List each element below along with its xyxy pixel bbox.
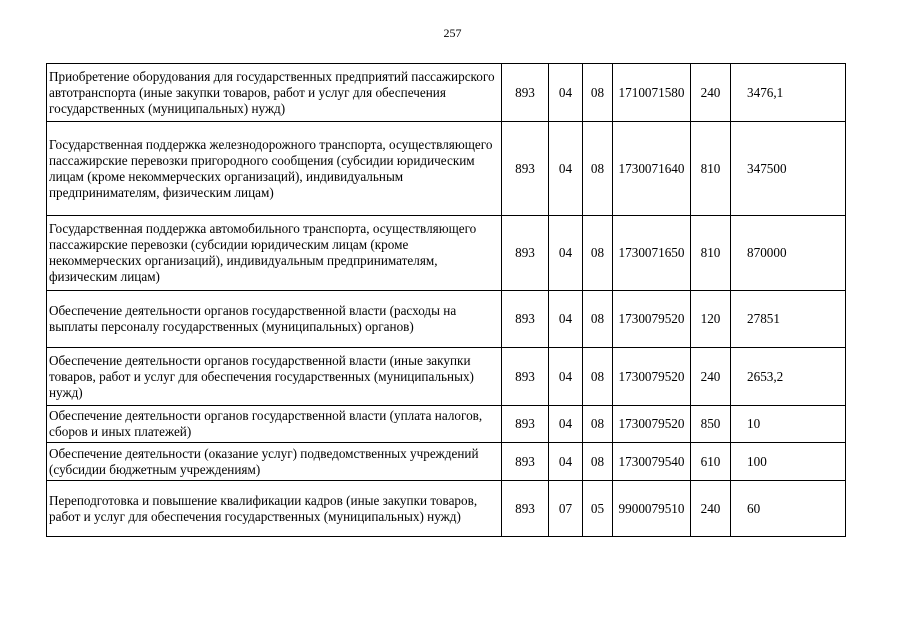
amount: 347500 <box>731 122 846 216</box>
ministry-code: 893 <box>502 64 549 122</box>
expense-type-code: 240 <box>691 481 731 537</box>
table-row <box>47 443 846 481</box>
subsection-code: 08 <box>583 64 613 122</box>
subsection-code: 08 <box>583 216 613 291</box>
section-code: 04 <box>549 443 583 481</box>
section-code: 07 <box>549 481 583 537</box>
target-article-code: 1730079520 <box>613 348 691 406</box>
section-code: 04 <box>549 64 583 122</box>
amount: 100 <box>731 443 846 481</box>
expense-type-code: 810 <box>691 122 731 216</box>
row-description: Государственная поддержка железнодорожного транспорта, осуществляющего пассажирские перевозки пригородного сообщения (субсидии юридическим лицам (кроме некоммерческих организаций), индивидуальным предпринимателям, физическим лицам) <box>47 122 502 216</box>
subsection-code: 08 <box>583 443 613 481</box>
target-article-code: 1730071650 <box>613 216 691 291</box>
ministry-code: 893 <box>502 406 549 443</box>
table-row <box>47 216 846 291</box>
row-description: Приобретение оборудования для государственных предприятий пассажирского автотранспорта (иные закупки товаров, работ и услуг для обеспечения государственных (муниципальных) нужд) <box>47 64 502 122</box>
subsection-code: 05 <box>583 481 613 537</box>
expense-type-code: 850 <box>691 406 731 443</box>
ministry-code: 893 <box>502 481 549 537</box>
section-code: 04 <box>549 216 583 291</box>
target-article-code: 1730079520 <box>613 406 691 443</box>
ministry-code: 893 <box>502 122 549 216</box>
row-description: Обеспечение деятельности органов государственной власти (уплата налогов, сборов и иных платежей) <box>47 406 502 443</box>
amount: 870000 <box>731 216 846 291</box>
ministry-code: 893 <box>502 291 549 348</box>
amount: 3476,1 <box>731 64 846 122</box>
section-code: 04 <box>549 291 583 348</box>
page-number: 257 <box>443 26 462 40</box>
expense-type-code: 120 <box>691 291 731 348</box>
subsection-code: 08 <box>583 406 613 443</box>
target-article-code: 9900079510 <box>613 481 691 537</box>
section-code: 04 <box>549 348 583 406</box>
expense-type-code: 810 <box>691 216 731 291</box>
row-description: Обеспечение деятельности органов государственной власти (иные закупки товаров, работ и услуг для обеспечения государственных (муниципальных) нужд) <box>47 348 502 406</box>
budget-table <box>46 63 846 537</box>
row-description: Государственная поддержка автомобильного транспорта, осуществляющего пассажирские перевозки (субсидии юридическим лицам (кроме некоммерческих организаций), индивидуальным предпринимателям, физическим лицам) <box>47 216 502 291</box>
subsection-code: 08 <box>583 291 613 348</box>
amount: 27851 <box>731 291 846 348</box>
ministry-code: 893 <box>502 348 549 406</box>
row-description: Обеспечение деятельности (оказание услуг) подведомственных учреждений (субсидии бюджетным учреждениям) <box>47 443 502 481</box>
row-description: Обеспечение деятельности органов государственной власти (расходы на выплаты персоналу государственных (муниципальных) органов) <box>47 291 502 348</box>
amount: 2653,2 <box>731 348 846 406</box>
table-row <box>47 122 846 216</box>
amount: 10 <box>731 406 846 443</box>
ministry-code: 893 <box>502 443 549 481</box>
table-row <box>47 406 846 443</box>
expense-type-code: 240 <box>691 64 731 122</box>
target-article-code: 1710071580 <box>613 64 691 122</box>
expense-type-code: 610 <box>691 443 731 481</box>
section-code: 04 <box>549 406 583 443</box>
table-row <box>47 64 846 122</box>
subsection-code: 08 <box>583 348 613 406</box>
section-code: 04 <box>549 122 583 216</box>
table-row <box>47 291 846 348</box>
ministry-code: 893 <box>502 216 549 291</box>
row-description: Переподготовка и повышение квалификации кадров (иные закупки товаров, работ и услуг для обеспечения государственных (муниципальных) нужд) <box>47 481 502 537</box>
expense-type-code: 240 <box>691 348 731 406</box>
table-row <box>47 481 846 537</box>
target-article-code: 1730079520 <box>613 291 691 348</box>
target-article-code: 1730071640 <box>613 122 691 216</box>
amount: 60 <box>731 481 846 537</box>
subsection-code: 08 <box>583 122 613 216</box>
target-article-code: 1730079540 <box>613 443 691 481</box>
table-row <box>47 348 846 406</box>
